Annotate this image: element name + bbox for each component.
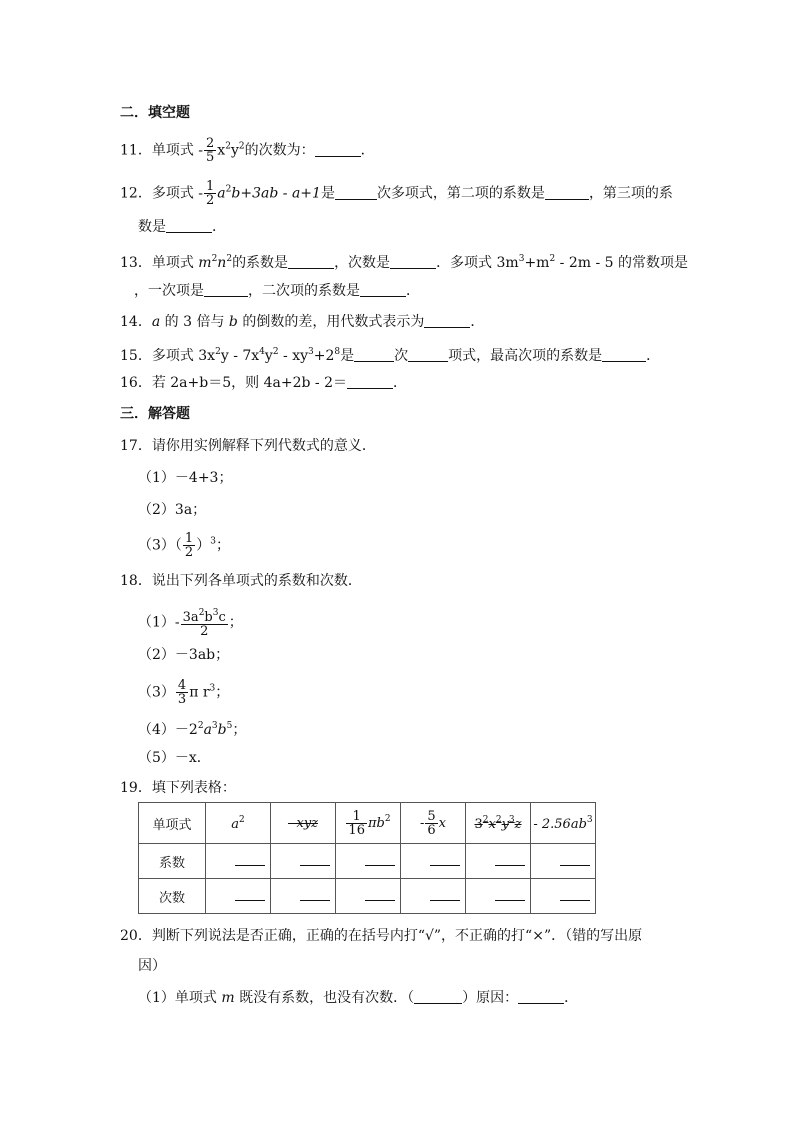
answer-blank[interactable] — [518, 991, 564, 1004]
fraction-denominator: 5 — [206, 150, 215, 165]
question-12-line2 — [138, 218, 226, 236]
expression: - xy — [278, 348, 308, 364]
item-prefix: （1） — [138, 614, 175, 631]
question-text: ）原因： — [462, 990, 519, 1006]
fraction-numerator: 1 — [184, 531, 194, 546]
answer-blank[interactable] — [204, 284, 248, 297]
question-text: 若 2a+b＝5，则 4a+2b - 2＝ — [151, 375, 347, 391]
question-number: 19． — [120, 780, 152, 796]
expression: +m — [524, 255, 550, 271]
exponent: 2 — [482, 814, 489, 825]
answer-blank[interactable] — [300, 865, 330, 866]
answer-blank[interactable] — [424, 315, 470, 328]
answer-blank[interactable] — [495, 900, 525, 901]
question-lead: 单项式 — [151, 255, 199, 271]
coefficient: 3 — [474, 816, 483, 832]
exponent: 2 — [495, 814, 502, 825]
question-text: 的 3 倍与 — [160, 314, 229, 330]
fraction — [181, 607, 228, 638]
answer-blank[interactable] — [408, 349, 448, 362]
question-number: 15． — [120, 348, 152, 364]
table-cell — [336, 803, 401, 844]
fraction-denominator: 2 — [184, 545, 194, 560]
exponent: 3 — [586, 814, 593, 825]
variable: m — [221, 990, 235, 1006]
fraction-numerator: 5 — [427, 808, 436, 824]
question-text: 的倒数的差，用代数式表示为 — [237, 314, 425, 330]
variable: a — [151, 314, 161, 330]
question-text: ，次数是 — [334, 255, 391, 271]
answer-blank[interactable] — [560, 900, 590, 901]
variable: n — [217, 255, 227, 271]
exponent: 8 — [334, 347, 341, 357]
q18-item-1 — [138, 607, 243, 638]
variable: m — [198, 255, 212, 271]
exponent: 3 — [210, 536, 216, 547]
expression: - a+1 — [278, 185, 321, 202]
question-number: 18． — [120, 573, 152, 589]
period: ． — [564, 990, 579, 1006]
table-cell — [336, 844, 401, 879]
row-label: 系数 — [139, 844, 206, 879]
variable: a — [203, 722, 212, 738]
punctuation: ； — [232, 722, 247, 738]
answer-blank[interactable] — [495, 865, 525, 866]
item-prefix: （3） — [138, 684, 175, 701]
answer-blank[interactable] — [335, 187, 377, 200]
exponent: 2 — [238, 141, 245, 152]
q18-item-2: （2）－3ab； — [138, 647, 230, 663]
fraction-denominator: 6 — [427, 822, 436, 838]
variable: a — [217, 185, 226, 202]
numerator-term: 3a — [182, 610, 199, 625]
q18-item-4 — [138, 717, 246, 739]
question-text: 既没有系数，也没有次数．（ — [234, 990, 415, 1006]
answer-blank[interactable] — [315, 144, 361, 157]
period: ． — [212, 219, 226, 235]
question-13-line2 — [134, 282, 420, 300]
punctuation: ； — [215, 684, 230, 701]
answer-blank[interactable] — [430, 900, 460, 901]
question-text: 次 — [394, 348, 409, 364]
exponent: 2 — [226, 254, 233, 264]
answer-blank[interactable] — [430, 865, 460, 866]
q17-item-2: （2）3a； — [138, 502, 207, 518]
variable: y — [501, 816, 509, 832]
exponent: 4 — [259, 347, 265, 357]
question-lead: 单项式 — [151, 142, 194, 159]
item-prefix: （3）（ — [138, 537, 182, 554]
question-14 — [120, 313, 484, 331]
period: ． — [646, 348, 661, 364]
expression: 多项式 3x — [151, 348, 216, 364]
question-text: 请你用实例解释下列代数式的意义． — [151, 438, 376, 454]
answer-blank[interactable] — [365, 900, 395, 901]
item-prefix: （1）单项式 — [138, 990, 222, 1006]
monomial-table — [138, 802, 596, 914]
answer-blank[interactable] — [347, 376, 393, 389]
exponent: 3 — [308, 347, 314, 357]
exponent: 2 — [225, 184, 232, 195]
q17-item-1: （1）－4+3； — [138, 470, 233, 486]
question-text: ，一次项是 — [134, 283, 204, 299]
expression: b+3ab — [231, 185, 279, 202]
row-label: 单项式 — [139, 803, 206, 844]
period: ． — [406, 283, 420, 299]
expression: - 2.56ab — [533, 816, 587, 832]
fraction-denominator: 2 — [200, 624, 209, 639]
question-number: 13． — [120, 255, 152, 271]
expression: y - 7x — [220, 348, 260, 364]
variable: x — [438, 815, 447, 831]
fraction — [346, 810, 367, 837]
fraction — [425, 810, 437, 837]
section-title-answer: 三．解答题 — [120, 406, 190, 422]
numerator-term: c — [218, 610, 226, 625]
question-20 — [120, 927, 642, 945]
variable: x — [217, 142, 226, 159]
answer-blank[interactable] — [414, 991, 462, 1004]
question-13 — [120, 250, 688, 272]
question-text: 项式，最高次项的系数是 — [448, 348, 603, 364]
question-number: 20． — [120, 928, 152, 944]
exponent: 3 — [212, 608, 219, 618]
item-prefix: （4）－2 — [138, 722, 198, 738]
question-text: ，二次项的系数是 — [248, 283, 360, 299]
expression: - xyz — [287, 815, 319, 831]
punctuation: ； — [228, 614, 243, 631]
table-cell — [271, 844, 336, 879]
exponent: 3 — [209, 683, 216, 694]
answer-blank[interactable] — [300, 900, 330, 901]
question-text: 次多项式，第二项的系数是 — [376, 185, 545, 202]
question-text: 是 — [320, 185, 335, 202]
numerator-term: b — [204, 610, 213, 625]
question-text: 说出下列各单项式的系数和次数． — [151, 573, 362, 589]
fraction-numerator — [181, 607, 228, 625]
fraction-denominator: 3 — [177, 692, 187, 707]
question-number: 12． — [120, 185, 152, 202]
question-19 — [120, 779, 236, 797]
table-cell — [401, 803, 466, 844]
answer-blank[interactable] — [545, 187, 589, 200]
table-cell — [466, 803, 531, 844]
fraction-numerator: 2 — [206, 136, 215, 151]
question-text: ，第三项的系 — [588, 185, 673, 202]
table-cell — [271, 803, 336, 844]
variable: b — [228, 314, 238, 330]
minus-sign: - — [419, 815, 425, 831]
question-text: ．多项式 3m — [436, 255, 519, 271]
section-title-fill-in: 二．填空题 — [120, 105, 190, 121]
question-number: 14． — [120, 314, 152, 330]
variable: z — [514, 816, 522, 832]
q18-item-3 — [138, 679, 229, 706]
table-cell — [401, 844, 466, 879]
fraction-denominator: 16 — [348, 822, 365, 838]
question-text: 的次数为： — [244, 142, 315, 159]
variable: x — [488, 816, 496, 832]
table-cell — [466, 879, 531, 914]
exponent: 2 — [272, 347, 279, 357]
expression: +2 — [313, 348, 335, 364]
fraction-denominator: 2 — [206, 193, 215, 208]
question-15 — [120, 343, 660, 365]
minus-sign: - — [198, 142, 204, 159]
variable: b — [217, 722, 227, 738]
exponent: 2 — [549, 254, 556, 264]
exponent: 2 — [197, 721, 204, 731]
fraction-numerator: 4 — [177, 678, 187, 693]
period: ． — [392, 375, 407, 391]
table-cell — [336, 879, 401, 914]
fraction-numerator: 1 — [206, 179, 215, 194]
exponent: 2 — [239, 814, 245, 825]
answer-blank[interactable] — [166, 220, 212, 233]
period: ． — [360, 142, 375, 159]
exponent: 2 — [211, 254, 218, 264]
question-text: - 2m - 5 的常数项是 — [555, 255, 688, 271]
fraction — [204, 137, 216, 164]
punctuation: ； — [215, 537, 230, 554]
question-lead: 多项式 — [151, 185, 194, 202]
answer-blank[interactable] — [360, 284, 406, 297]
fraction-numerator: 1 — [346, 810, 367, 824]
answer-blank[interactable] — [235, 865, 265, 866]
fraction — [183, 532, 195, 559]
period: ． — [470, 314, 485, 330]
question-20-line2: 因） — [138, 958, 166, 974]
expression: π r — [189, 684, 210, 701]
struck-expression — [474, 814, 522, 832]
table-cell — [531, 803, 596, 844]
question-text: 数是 — [138, 219, 166, 235]
table-row — [139, 803, 596, 844]
table-cell — [206, 844, 271, 879]
fraction — [176, 679, 188, 706]
table-cell — [531, 844, 596, 879]
question-18 — [120, 572, 362, 590]
exponent: 2 — [198, 608, 205, 618]
question-16 — [120, 374, 407, 392]
fraction — [204, 180, 216, 207]
table-cell — [206, 879, 271, 914]
q17-item-3 — [138, 532, 230, 559]
table-cell — [206, 803, 271, 844]
expression: πb — [367, 815, 385, 831]
row-label: 次数 — [139, 879, 206, 914]
question-11 — [120, 137, 375, 164]
answer-blank[interactable] — [390, 256, 436, 269]
question-number: 16． — [120, 375, 152, 391]
question-number: 17． — [120, 438, 152, 454]
variable: y — [230, 142, 239, 159]
question-text: 判断下列说法是否正确，正确的在括号内打“√”，不正确的打“×”．（错的写出原 — [151, 928, 643, 944]
expression: y — [264, 348, 273, 364]
table-row — [139, 879, 596, 914]
question-12 — [120, 180, 673, 207]
q20-item-1 — [138, 989, 578, 1007]
exponent: 2 — [215, 347, 221, 357]
answer-blank[interactable] — [235, 900, 265, 901]
table-cell — [401, 879, 466, 914]
answer-blank[interactable] — [602, 349, 646, 362]
table-row — [139, 844, 596, 879]
question-text: 是 — [340, 348, 355, 364]
answer-blank[interactable] — [288, 256, 334, 269]
answer-blank[interactable] — [365, 865, 395, 866]
exponent: 3 — [211, 721, 218, 731]
table-cell — [531, 879, 596, 914]
table-cell — [271, 879, 336, 914]
exponent: 5 — [226, 721, 233, 731]
table-cell — [466, 844, 531, 879]
exponent: 2 — [384, 813, 391, 824]
question-17 — [120, 437, 376, 455]
answer-blank[interactable] — [560, 865, 590, 866]
exponent: 3 — [508, 814, 515, 825]
paren: ） — [196, 537, 211, 554]
q18-item-5: （5）－x． — [138, 750, 211, 766]
minus-sign: - — [174, 614, 180, 631]
question-number: 11． — [120, 142, 152, 159]
question-text: 的系数是 — [232, 255, 289, 271]
variable: a — [231, 816, 240, 832]
exponent: 2 — [225, 141, 231, 152]
minus-sign: - — [198, 185, 204, 202]
question-text: 填下列表格： — [151, 780, 236, 796]
answer-blank[interactable] — [354, 349, 394, 362]
exponent: 3 — [518, 254, 525, 264]
